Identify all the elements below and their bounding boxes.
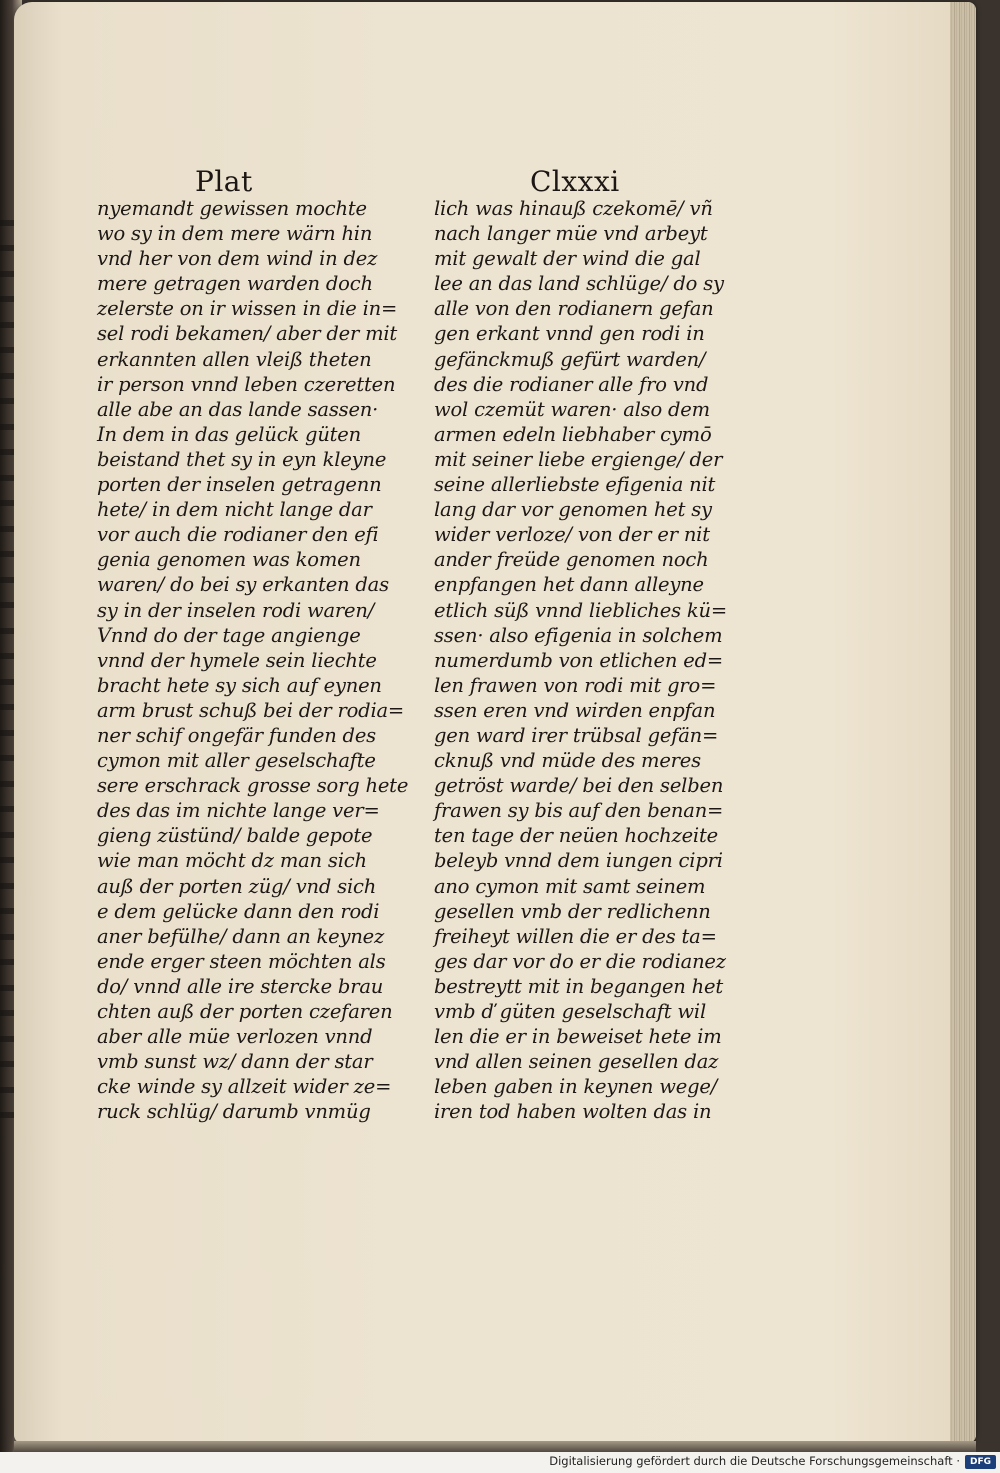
text-line: vmb sunst wz/ dann der star	[97, 1050, 373, 1074]
text-line: frawen sy bis auf den benan=	[434, 799, 724, 823]
text-line: gefänckmuß gefürt warden/	[434, 347, 706, 371]
text-line: arm brust schuß bei der rodia=	[97, 698, 405, 722]
text-line: gieng züstünd/ balde gepote	[97, 824, 373, 848]
text-line: aner befülhe/ dann an keynez	[97, 924, 385, 948]
text-line: alle abe an das lande sassen·	[97, 397, 379, 421]
text-line: ten tage der neüen hochzeite	[434, 824, 718, 848]
text-line: wie man möcht dz man sich	[97, 849, 367, 873]
text-line: ende erger steen möchten als	[97, 949, 386, 973]
text-line: chten auß der porten czefaren	[97, 1000, 393, 1023]
text-line: len die er in beweiset hete im	[434, 1025, 722, 1049]
text-line: e dem gelücke dann den rodi	[97, 899, 380, 923]
text-line: nach langer müe vnd arbeyt	[434, 222, 708, 246]
text-line: cymon mit aller geselschafte	[97, 749, 376, 773]
text-line: numerdumb von etlichen ed=	[434, 648, 723, 672]
text-line: gen erkant vnnd gen rodi in	[434, 322, 705, 346]
text-line: vnd allen seinen gesellen daz	[434, 1050, 719, 1074]
text-line: des die rodianer alle fro vnd	[434, 372, 709, 396]
text-line: cknuß vnd müde des meres	[434, 749, 701, 773]
folio-number: Clxxxi	[530, 165, 620, 198]
text-line: gesellen vmb der redlichenn	[434, 899, 711, 923]
book-page	[14, 2, 976, 1443]
text-line: gen ward irer trübsal gefän=	[434, 723, 719, 747]
text-line: lee an das land schlüge/ do sy	[434, 272, 724, 296]
text-column-right	[434, 196, 749, 1124]
text-line: armen edeln liebhaber cymō	[434, 422, 712, 446]
text-line: alle von den rodianern gefan	[434, 297, 714, 321]
text-line: vnnd der hymele sein liechte	[97, 648, 377, 672]
text-line: beleyb vnnd dem iungen cipri	[434, 849, 723, 873]
text-line: cke winde sy allzeit wider ze=	[97, 1075, 392, 1099]
text-line: ano cymon mit samt seinem	[434, 874, 706, 898]
text-line: getröst warde/ bei den selben	[434, 774, 724, 798]
text-line: erkannten allen vleiß theten	[97, 347, 372, 371]
text-line: vor auch die rodianer den efi	[97, 523, 379, 547]
text-line: ir person vnnd leben czeretten	[97, 372, 396, 396]
text-line: do/ vnnd alle ire stercke brau	[97, 974, 384, 998]
text-line: len frawen von rodi mit gro=	[434, 673, 717, 697]
text-line: zelerste on ir wissen in die in=	[97, 297, 398, 321]
text-line: mit seiner liebe ergienge/ der	[434, 447, 723, 471]
text-line: ner schif ongefär funden des	[97, 723, 376, 747]
text-line: ander freüde genomen noch	[434, 548, 709, 572]
text-line: bestreytt mit in begangen het	[434, 974, 723, 998]
text-line: lang dar vor genomen het sy	[434, 498, 712, 522]
text-column-left	[97, 196, 409, 1124]
text-line: sel rodi bekamen/ aber der mit	[97, 322, 398, 346]
text-line: beistand thet sy in eyn kleyne	[97, 447, 387, 471]
text-line: waren/ do bei sy erkanten das	[97, 573, 389, 597]
text-line: nyemandt gewissen mochte	[97, 197, 367, 220]
text-line: porten der inselen getragenn	[97, 473, 382, 497]
text-line: mit gewalt der wind die gal	[434, 247, 701, 271]
text-line: etlich süß vnnd liebliches kü=	[434, 598, 728, 622]
text-line: mere getragen warden doch	[97, 272, 373, 296]
text-line: sere erschrack grosse sorg hete	[97, 774, 409, 798]
text-line: vmb ď güten geselschaft wil	[434, 1000, 706, 1023]
text-line: wol czemüt waren· also dem	[434, 397, 710, 421]
text-line: bracht hete sy sich auf eynen	[97, 673, 382, 697]
text-line: freiheyt willen die er des ta=	[434, 924, 717, 948]
page-edge-stack	[950, 2, 976, 1443]
text-line: seine allerliebste efigenia nit	[434, 473, 716, 497]
text-line: wo sy in dem mere wärn hin	[97, 222, 373, 246]
text-line: genia genomen was komen	[97, 548, 361, 572]
text-line: ssen eren vnd wirden enpfan	[434, 698, 716, 722]
text-line: vnd her von dem wind in dez	[97, 247, 378, 271]
text-line: ruck schlüg/ darumb vnmüg	[97, 1100, 371, 1124]
text-line: leben gaben in keynen wege/	[434, 1075, 718, 1099]
text-line: iren tod haben wolten das in	[434, 1100, 712, 1124]
text-line: des das im nichte lange ver=	[97, 799, 380, 823]
dfg-logo-icon: DFG	[965, 1455, 996, 1469]
text-line: sy in der inselen rodi waren/	[97, 598, 375, 622]
text-line: hete/ in dem nicht lange dar	[97, 498, 372, 522]
text-line: wider verloze/ von der er nit	[434, 523, 710, 547]
text-line: Vnnd do der tage angienge	[97, 623, 361, 647]
text-line: ssen· also efigenia in solchem	[434, 623, 723, 647]
text-line: enpfangen het dann alleyne	[434, 573, 704, 597]
text-line: auß der porten züg/ vnd sich	[97, 874, 377, 898]
running-head: Plat	[195, 165, 253, 198]
digitization-footer	[0, 1452, 1000, 1473]
text-line: aber alle müe verlozen vnnd	[97, 1025, 373, 1049]
text-line: In dem in das gelück güten	[97, 422, 362, 446]
text-line: ges dar vor do er die rodianez	[434, 949, 726, 973]
funding-notice: Digitalisierung gefördert durch die Deutsche Forschungsgemeinschaft ·	[549, 1454, 960, 1468]
text-line: lich was hinauß czekomē/ vñ	[434, 197, 713, 220]
